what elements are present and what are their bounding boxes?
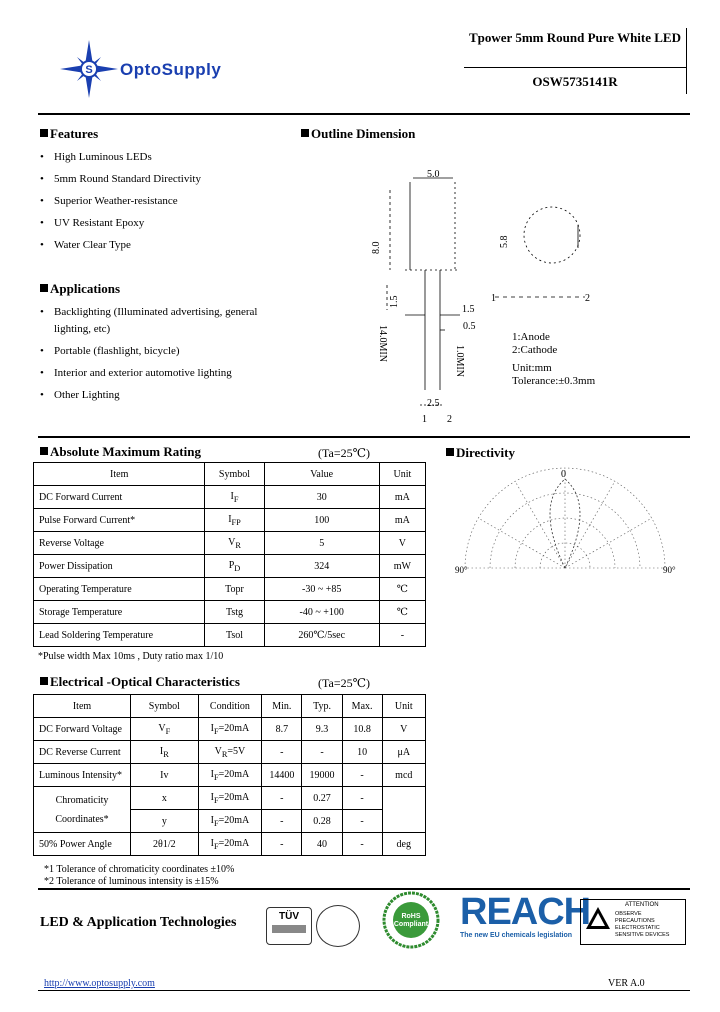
cell-max: 10.8 xyxy=(342,718,382,741)
col-symbol: Symbol xyxy=(131,695,199,718)
cell-max: - xyxy=(342,764,382,787)
list-item: • Backlighting (Illuminated advertising, general lighting, etc) xyxy=(38,304,288,338)
product-title xyxy=(464,28,686,47)
features-heading xyxy=(40,126,98,142)
cell-typ: 40 xyxy=(302,833,342,856)
cell-unit: mW xyxy=(379,555,425,578)
version-label: VER A.0 xyxy=(608,978,645,989)
cell-item: Luminous Intensity* xyxy=(34,764,131,787)
cell-min: - xyxy=(262,741,302,764)
directivity-chart xyxy=(455,465,685,585)
table-row xyxy=(34,833,426,856)
dim-1-5-left: 1.5 xyxy=(389,295,400,308)
dim-1-5-right: 1.5 xyxy=(462,304,475,315)
cell-unit: μA xyxy=(382,741,425,764)
tuv-text: TÜV xyxy=(279,911,299,922)
table-row xyxy=(34,764,426,787)
sym-sub: F xyxy=(233,494,239,504)
cell-symbol: Tstg xyxy=(205,601,264,624)
rohs-badge xyxy=(376,891,446,949)
cell-typ: 0.28 xyxy=(302,810,342,833)
cell-value: 260℃/5sec xyxy=(264,624,379,647)
sym: I xyxy=(159,745,164,757)
col-item: Item xyxy=(34,463,205,486)
cell-symbol: Topr xyxy=(205,578,264,601)
cert-badge xyxy=(316,905,360,947)
cell-condition xyxy=(198,718,262,741)
chroma-line1: Chromaticity xyxy=(55,794,109,806)
note-unit: Unit:mm xyxy=(512,362,552,374)
dim-0-5: 0.5 xyxy=(463,321,476,332)
cell-unit: V xyxy=(379,532,425,555)
applications-heading xyxy=(40,281,120,297)
sym: P xyxy=(228,559,235,571)
sym: V xyxy=(228,536,236,548)
col-unit: Unit xyxy=(382,695,425,718)
cell-symbol: Iv xyxy=(131,764,199,787)
applications-heading-text: Applications xyxy=(50,281,121,296)
esd-badge xyxy=(580,899,686,945)
cell-min: - xyxy=(262,810,302,833)
cell-min: 14400 xyxy=(262,764,302,787)
abs-max-heading xyxy=(40,444,201,460)
list-item: • Other Lighting xyxy=(38,388,288,403)
cell-item: Reverse Voltage xyxy=(34,532,205,555)
table-row xyxy=(34,555,426,578)
cell-item: Pulse Forward Current* xyxy=(34,509,205,532)
cell-value: -30 ~ +85 xyxy=(264,578,379,601)
esd-body: OBSERVE PRECAUTIONS ELECTROSTATIC SENSITIVE DEVICES xyxy=(615,911,670,938)
cell-symbol xyxy=(205,555,264,578)
col-min: Min. xyxy=(262,695,302,718)
cell-item: 50% Power Angle xyxy=(34,833,131,856)
cond: I xyxy=(210,722,214,734)
esd-title: ATTENTION xyxy=(625,902,659,908)
star-logo-icon xyxy=(58,38,120,100)
cond-val: =20mA xyxy=(218,768,250,780)
cell-value: -40 ~ +100 xyxy=(264,601,379,624)
cond-sub: F xyxy=(213,795,219,805)
cell-value: 5 xyxy=(264,532,379,555)
reach-badge xyxy=(460,891,591,943)
cell-symbol xyxy=(205,486,264,509)
table-row xyxy=(34,578,426,601)
directivity-left-label: 90° xyxy=(455,565,468,575)
cond: V xyxy=(214,745,222,757)
sym: I xyxy=(228,513,232,525)
website-link[interactable]: http://www.optosupply.com xyxy=(44,978,155,989)
cell-item: Storage Temperature xyxy=(34,601,205,624)
cond-sub: F xyxy=(213,841,219,851)
table-row xyxy=(34,601,426,624)
cell-item: DC Forward Voltage xyxy=(34,718,131,741)
cell-item-chroma xyxy=(34,787,131,833)
sym-sub: R xyxy=(235,540,241,550)
dim-1-min: 1.0MIN xyxy=(454,345,465,377)
list-item: • Water Clear Type xyxy=(38,238,288,253)
cell-unit xyxy=(382,787,425,833)
top-pin-2-label: 2 xyxy=(585,293,590,304)
table-header-row xyxy=(34,695,426,718)
cell-condition xyxy=(198,764,262,787)
dim-5-8: 5.8 xyxy=(499,235,510,248)
features-list xyxy=(38,150,288,253)
dim-5-0: 5.0 xyxy=(427,169,440,180)
outline-heading xyxy=(301,126,415,142)
directivity-heading xyxy=(446,445,515,461)
cell-symbol xyxy=(205,532,264,555)
abs-max-footnote: *Pulse width Max 10ms , Duty ratio max 1/10 xyxy=(38,651,224,662)
sym-sub: D xyxy=(234,563,241,573)
eo-note-1: *1 Tolerance of chromaticity coordinates ±10% xyxy=(44,864,235,875)
cond-sub: F xyxy=(213,818,219,828)
outline-heading-text: Outline Dimension xyxy=(311,126,416,141)
features-heading-text: Features xyxy=(50,126,99,141)
table-row xyxy=(34,509,426,532)
col-symbol: Symbol xyxy=(205,463,264,486)
cell-symbol: x xyxy=(131,787,199,810)
dim-8-0: 8.0 xyxy=(371,241,382,254)
table-row xyxy=(34,718,426,741)
col-typ: Typ. xyxy=(302,695,342,718)
directivity-heading-text: Directivity xyxy=(456,445,515,460)
cell-unit: ℃ xyxy=(379,578,425,601)
directivity-top-label: 0 xyxy=(561,469,566,480)
cond-sub: F xyxy=(213,726,219,736)
cell-max: - xyxy=(342,810,382,833)
cell-unit: mA xyxy=(379,486,425,509)
table-row xyxy=(34,741,426,764)
eo-heading-text: Electrical -Optical Characteristics xyxy=(50,674,240,689)
cell-typ: 9.3 xyxy=(302,718,342,741)
cell-max: - xyxy=(342,787,382,810)
eo-heading xyxy=(40,674,240,690)
directivity-right-label: 90° xyxy=(663,565,676,575)
cond-val: =20mA xyxy=(218,791,250,803)
sym-sub: R xyxy=(163,749,169,759)
cond-val: =20mA xyxy=(218,837,250,849)
cell-item: Lead Soldering Temperature xyxy=(34,624,205,647)
cell-min: - xyxy=(262,787,302,810)
tuv-badge xyxy=(266,907,312,945)
eo-condition: (Ta=25℃) xyxy=(318,676,371,690)
sym: V xyxy=(158,722,166,734)
cell-condition xyxy=(198,810,262,833)
table-row xyxy=(34,486,426,509)
abs-max-condition: (Ta=25℃) xyxy=(318,446,371,460)
cell-value: 30 xyxy=(264,486,379,509)
applications-list xyxy=(38,304,288,403)
note-tolerance: Tolerance:±0.3mm xyxy=(512,375,596,387)
cell-item: Power Dissipation xyxy=(34,555,205,578)
cell-typ: 0.27 xyxy=(302,787,342,810)
reach-subtext: The new EU chemicals legislation xyxy=(460,932,573,939)
cond-val: =5V xyxy=(227,745,246,757)
note-cathode: 2:Cathode xyxy=(512,344,558,356)
cell-unit: mcd xyxy=(382,764,425,787)
pin-1-label: 1 xyxy=(422,414,427,425)
cell-condition xyxy=(198,787,262,810)
cell-min: - xyxy=(262,833,302,856)
sym-sub: F xyxy=(165,726,171,736)
cond-sub: F xyxy=(213,772,219,782)
abs-max-heading-text: Absolute Maximum Rating xyxy=(50,444,201,459)
list-item: • 5mm Round Standard Directivity xyxy=(38,172,288,187)
col-value: Value xyxy=(264,463,379,486)
chroma-line2: Coordinates* xyxy=(55,813,109,825)
cell-unit: ℃ xyxy=(379,601,425,624)
cell-symbol xyxy=(131,741,199,764)
cell-max: - xyxy=(342,833,382,856)
cell-value: 324 xyxy=(264,555,379,578)
eo-notes xyxy=(44,864,234,888)
dim-2-5: 2.5 xyxy=(427,398,440,409)
cell-value: 100 xyxy=(264,509,379,532)
table-row xyxy=(34,532,426,555)
brand-logo xyxy=(58,38,278,98)
cond: I xyxy=(210,768,214,780)
table-header-row xyxy=(34,463,426,486)
company-name: LED & Application Technologies xyxy=(40,915,237,930)
cond: I xyxy=(210,837,214,849)
cell-condition xyxy=(198,833,262,856)
col-item: Item xyxy=(34,695,131,718)
col-unit: Unit xyxy=(379,463,425,486)
col-max: Max. xyxy=(342,695,382,718)
cond-val: =20mA xyxy=(218,814,250,826)
cond: I xyxy=(210,814,214,826)
cell-min: 8.7 xyxy=(262,718,302,741)
rohs-text: RoHS Compliant xyxy=(393,913,429,928)
col-condition: Condition xyxy=(198,695,262,718)
list-item: • UV Resistant Epoxy xyxy=(38,216,288,231)
pin-2-label: 2 xyxy=(447,414,452,425)
cell-unit: - xyxy=(379,624,425,647)
cell-symbol: y xyxy=(131,810,199,833)
cell-unit: deg xyxy=(382,833,425,856)
dim-14-min: 14.0MIN xyxy=(377,325,388,362)
eo-table xyxy=(33,694,426,856)
cell-condition xyxy=(198,741,262,764)
cell-unit: mA xyxy=(379,509,425,532)
cell-max: 10 xyxy=(342,741,382,764)
outline-drawing xyxy=(365,160,605,430)
cond: I xyxy=(210,791,214,803)
top-pin-1-label: 1 xyxy=(491,293,496,304)
cell-symbol: Tsol xyxy=(205,624,264,647)
list-item: • Portable (flashlight, bicycle) xyxy=(38,344,288,359)
part-number: OSW5735141R xyxy=(532,74,618,89)
list-item: • Superior Weather-resistance xyxy=(38,194,288,209)
table-row xyxy=(34,624,426,647)
table-row xyxy=(34,787,426,810)
abs-max-table xyxy=(33,462,426,647)
cell-item: Operating Temperature xyxy=(34,578,205,601)
cond-val: =20mA xyxy=(218,722,250,734)
cell-unit: V xyxy=(382,718,425,741)
note-anode: 1:Anode xyxy=(512,331,550,343)
cell-item: DC Reverse Current xyxy=(34,741,131,764)
outline-notes xyxy=(512,331,595,388)
cell-symbol: 2θ1/2 xyxy=(131,833,199,856)
sym-sub: FP xyxy=(231,517,241,527)
esd-warning-icon xyxy=(585,906,611,930)
reach-text: REACH xyxy=(460,891,591,933)
cell-item: DC Forward Current xyxy=(34,486,205,509)
eo-note-2: *2 Tolerance of luminous intensity is ±15% xyxy=(44,876,219,887)
sym: I xyxy=(230,490,234,502)
cond-sub: R xyxy=(221,749,228,759)
svg-text:S: S xyxy=(85,64,93,76)
cell-symbol xyxy=(205,509,264,532)
list-item: • Interior and exterior automotive lighting xyxy=(38,366,288,381)
product-title-text: Tpower 5mm Round Pure White LED xyxy=(469,30,681,45)
brand-name: OptoSupply xyxy=(120,60,222,79)
cell-typ: - xyxy=(302,741,342,764)
list-item: • High Luminous LEDs xyxy=(38,150,288,165)
cell-symbol xyxy=(131,718,199,741)
cell-typ: 19000 xyxy=(302,764,342,787)
